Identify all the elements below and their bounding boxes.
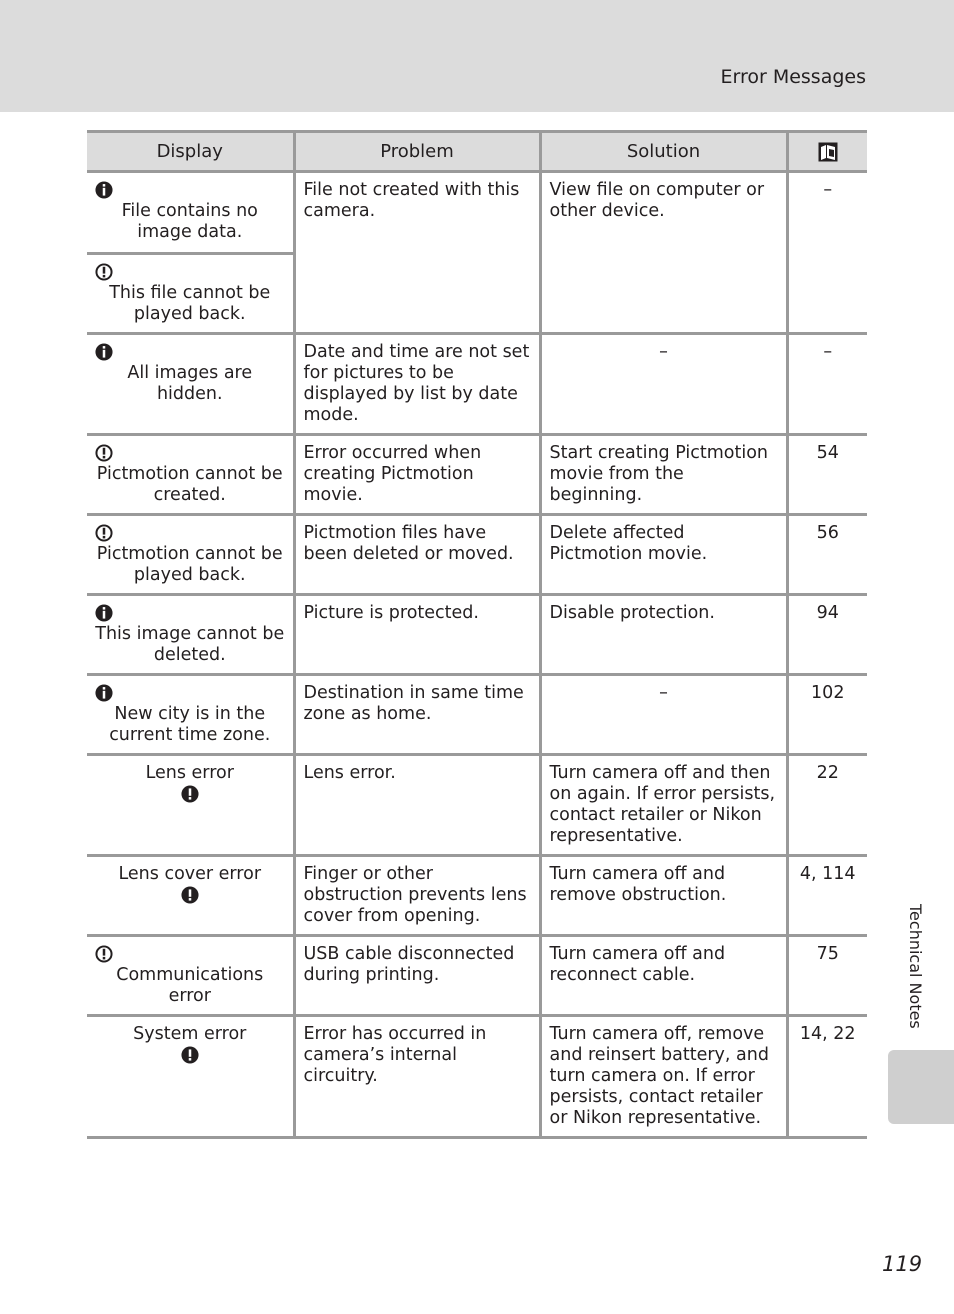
- display-text: Communications error: [116, 965, 264, 1006]
- error-icon: [181, 785, 199, 803]
- display-text: Lens cover error: [118, 864, 262, 884]
- display-text: This file cannot be played back.: [109, 283, 271, 324]
- display-cell: [87, 172, 294, 254]
- problem-cell: Error has occurred in camera’s internal circuitry.: [294, 1016, 540, 1138]
- display-cell: [87, 254, 294, 334]
- page-cell: 4, 114: [787, 856, 867, 936]
- problem-cell: Picture is protected.: [294, 595, 540, 675]
- info-icon: [95, 181, 113, 199]
- display-text: All images are hidden.: [127, 363, 253, 404]
- column-header-solution: Solution: [540, 132, 787, 172]
- table-row: [87, 936, 867, 1016]
- page-header-title: Error Messages: [720, 66, 866, 88]
- page-cell: 14, 22: [787, 1016, 867, 1138]
- display-cell: [87, 1016, 294, 1138]
- page-cell: 94: [787, 595, 867, 675]
- table-row: [87, 595, 867, 675]
- display-text: Pictmotion cannot be played back.: [96, 544, 283, 585]
- section-side-label: Technical Notes: [906, 904, 925, 1029]
- warning-icon: [95, 444, 113, 462]
- header-band: [0, 0, 954, 112]
- solution-cell: Turn camera off, remove and reinsert battery, and turn camera on. If error persists, contact retailer or Nikon representative.: [540, 1016, 787, 1138]
- info-icon: [95, 343, 113, 361]
- display-cell: [87, 595, 294, 675]
- problem-cell: Pictmotion files have been deleted or moved.: [294, 515, 540, 595]
- display-text: New city is in the current time zone.: [109, 704, 271, 745]
- display-cell: [87, 675, 294, 755]
- table-row: [87, 515, 867, 595]
- problem-cell: Destination in same time zone as home.: [294, 675, 540, 755]
- solution-cell: Turn camera off and then on again. If error persists, contact retailer or Nikon representative.: [540, 755, 787, 856]
- display-text: Lens error: [145, 763, 234, 783]
- column-header-problem: Problem: [294, 132, 540, 172]
- problem-cell: Date and time are not set for pictures to be displayed by list by date mode.: [294, 334, 540, 435]
- display-cell: [87, 856, 294, 936]
- display-cell: [87, 936, 294, 1016]
- solution-cell: Disable protection.: [540, 595, 787, 675]
- table-row: [87, 856, 867, 936]
- error-icon: [181, 1046, 199, 1064]
- page-number: 119: [882, 1252, 923, 1276]
- solution-cell: Turn camera off and remove obstruction.: [540, 856, 787, 936]
- error-messages-table: [87, 130, 867, 1139]
- table-row: [87, 675, 867, 755]
- page-cell: –: [787, 334, 867, 435]
- page-reference-icon: [817, 141, 839, 163]
- display-text: Pictmotion cannot be created.: [96, 464, 283, 505]
- solution-cell: Delete affected Pictmotion movie.: [540, 515, 787, 595]
- problem-cell: Error occurred when creating Pictmotion movie.: [294, 435, 540, 515]
- display-text: File contains no image data.: [121, 201, 258, 242]
- problem-cell: File not created with this camera.: [294, 172, 540, 334]
- section-tab: [888, 1050, 954, 1124]
- page-cell: –: [787, 172, 867, 334]
- column-header-display: Display: [87, 132, 294, 172]
- column-header-page: [787, 132, 867, 172]
- problem-cell: Finger or other obstruction prevents lens cover from opening.: [294, 856, 540, 936]
- display-cell: [87, 755, 294, 856]
- error-icon: [181, 886, 199, 904]
- table-row: [87, 334, 867, 435]
- warning-icon: [95, 524, 113, 542]
- info-icon: [95, 604, 113, 622]
- warning-icon: [95, 263, 113, 281]
- display-cell: [87, 435, 294, 515]
- table-header-row: [87, 132, 867, 172]
- table-row: [87, 435, 867, 515]
- page-cell: 56: [787, 515, 867, 595]
- table-row: [87, 755, 867, 856]
- problem-cell: Lens error.: [294, 755, 540, 856]
- display-text: System error: [133, 1024, 247, 1044]
- display-cell: [87, 515, 294, 595]
- table-row: [87, 172, 867, 254]
- warning-icon: [95, 945, 113, 963]
- page-cell: 75: [787, 936, 867, 1016]
- page-cell: 102: [787, 675, 867, 755]
- solution-cell: Start creating Pictmotion movie from the beginning.: [540, 435, 787, 515]
- solution-cell: View file on computer or other device.: [540, 172, 787, 334]
- page-cell: 22: [787, 755, 867, 856]
- solution-cell: –: [540, 675, 787, 755]
- page-cell: 54: [787, 435, 867, 515]
- display-text: This image cannot be deleted.: [95, 624, 285, 665]
- solution-cell: –: [540, 334, 787, 435]
- table-row: [87, 1016, 867, 1138]
- solution-cell: Turn camera off and reconnect cable.: [540, 936, 787, 1016]
- problem-cell: USB cable disconnected during printing.: [294, 936, 540, 1016]
- info-icon: [95, 684, 113, 702]
- display-cell: [87, 334, 294, 435]
